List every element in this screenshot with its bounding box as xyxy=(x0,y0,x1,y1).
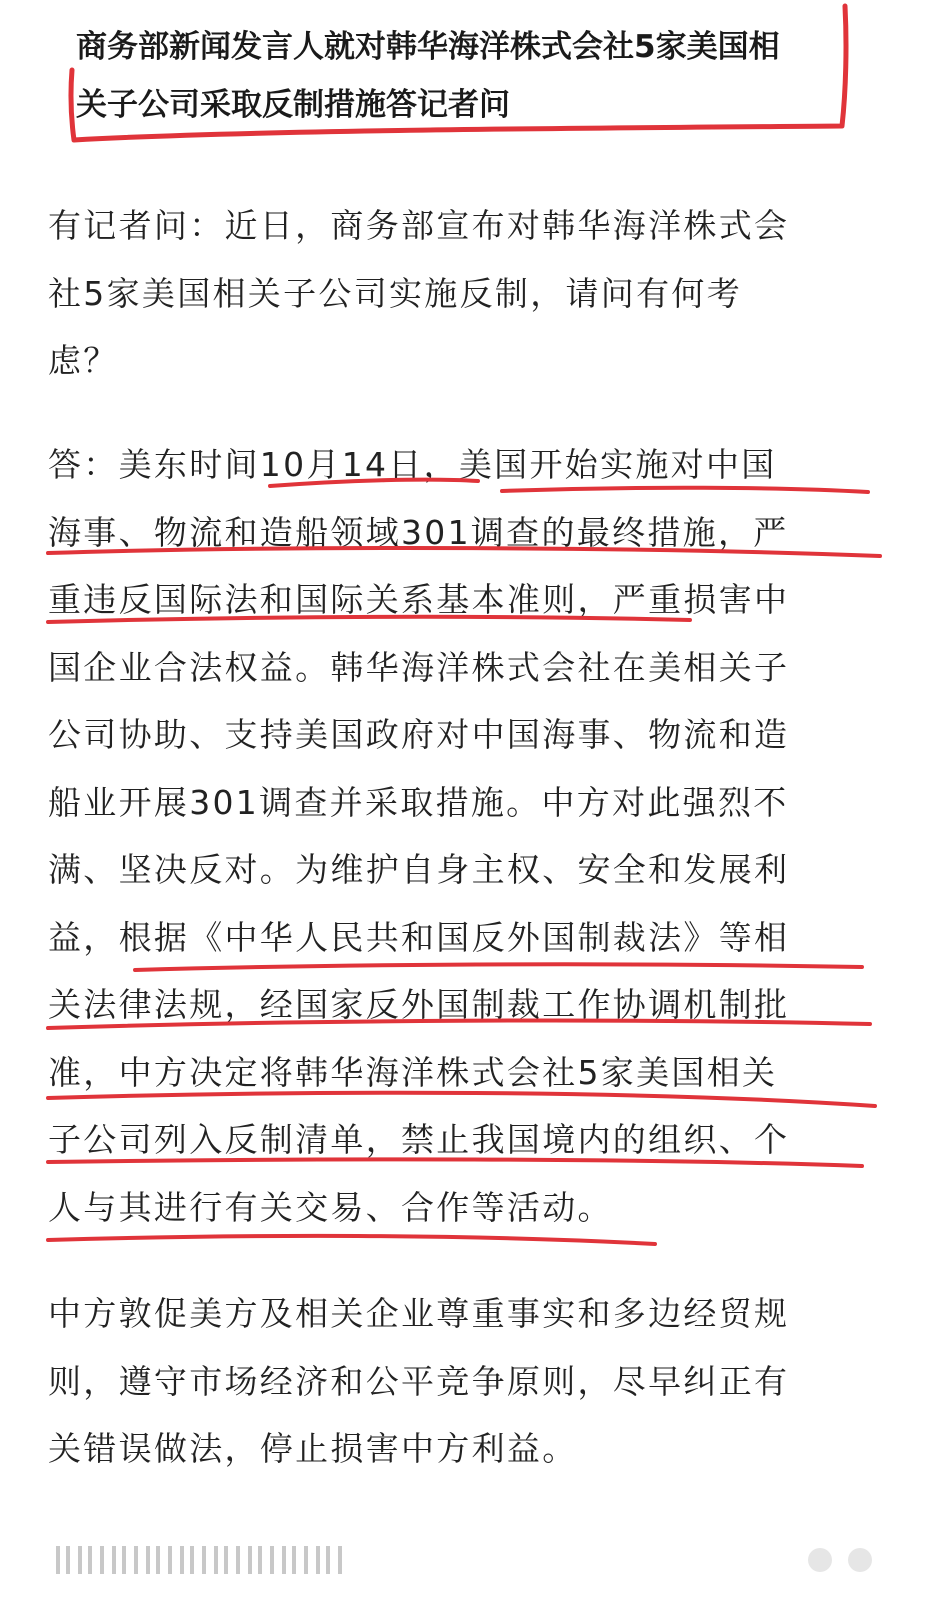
paragraph-line: 准，中方决定将韩华海洋株式会社5家美国相关 xyxy=(48,1052,778,1092)
headline-line: 关子公司采取反制措施答记者问 xyxy=(76,87,510,123)
paragraph-line: 有记者问：近日，商务部宣布对韩华海洋株式会 xyxy=(48,206,790,245)
paragraph-line: 答：美东时间10月14日，美国开始实施对中国 xyxy=(48,445,777,484)
paragraph-line: 公司协助、支持美国政府对中国海事、物流和造 xyxy=(48,715,790,754)
paragraph-line: 船业开展301调查并采取措施。中方对此强烈不 xyxy=(48,782,789,822)
blurred-text-strip xyxy=(48,1540,888,1580)
question-paragraph xyxy=(48,192,878,395)
headline xyxy=(76,18,856,134)
paragraph-line: 社5家美国相关子公司实施反制，请问有何考 xyxy=(48,273,742,313)
paragraph-line: 海事、物流和造船领域301调查的最终措施，严 xyxy=(48,512,789,552)
paragraph-line: 则，遵守市场经济和公平竞争原则，尽早纠正有 xyxy=(48,1361,790,1401)
answer-paragraph xyxy=(48,431,878,1241)
paragraph-line: 关法律法规，经国家反外国制裁工作协调机制批 xyxy=(48,985,790,1024)
paragraph-line: 益，根据《中华人民共和国反外国制裁法》等相 xyxy=(48,917,790,957)
paragraph-line: 子公司列入反制清单，禁止我国境内的组织、个 xyxy=(48,1120,790,1159)
bottom-placeholder-strip xyxy=(48,1540,888,1580)
paragraph-line: 关错误做法，停止损害中方利益。 xyxy=(48,1429,578,1468)
paragraph-line: 人与其进行有关交易、合作等活动。 xyxy=(48,1187,613,1227)
paragraph-line: 虑？ xyxy=(48,341,119,380)
paragraph-line: 满、坚决反对。为维护自身主权、安全和发展利 xyxy=(48,850,790,889)
paragraph-line: 中方敦促美方及相关企业尊重事实和多边经贸规 xyxy=(48,1294,790,1333)
paragraph-line: 重违反国际法和国际关系基本准则，严重损害中 xyxy=(48,580,790,619)
headline-line: 商务部新闻发言人就对韩华海洋株式会社5家美国相 xyxy=(76,29,780,65)
paragraph-line: 国企业合法权益。韩华海洋株式会社在美相关子 xyxy=(48,647,790,687)
closing-paragraph xyxy=(48,1280,878,1483)
